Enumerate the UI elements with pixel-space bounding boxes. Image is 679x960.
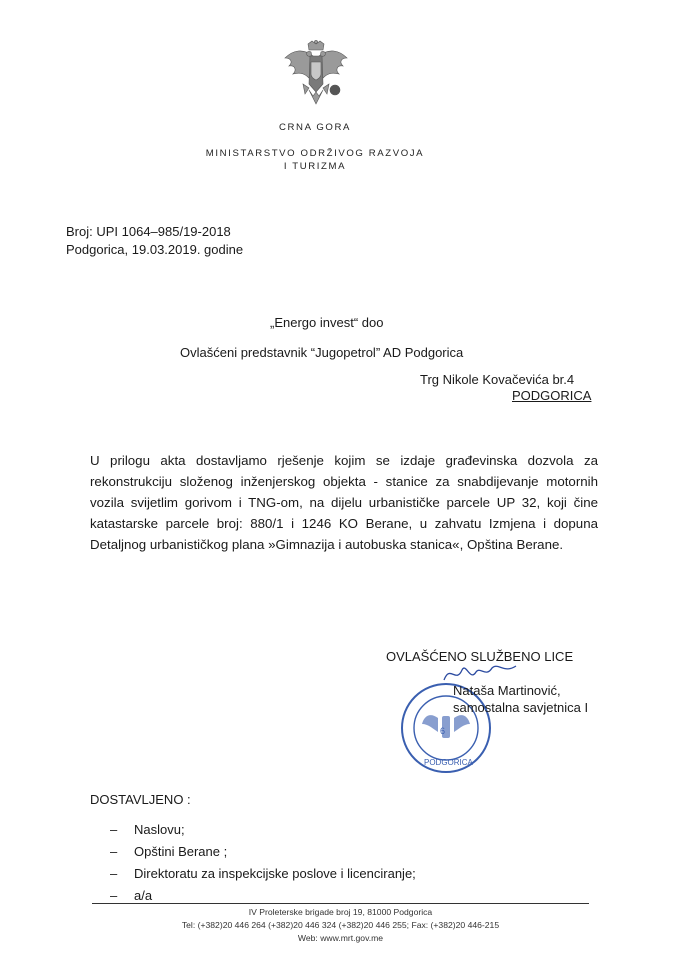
recipient-company: „Energo invest“ doo bbox=[270, 315, 384, 330]
body-paragraph: U prilogu akta dostavljamo rješenje kojim se izdaje građevinska dozvola za rekonstrukciju složenog inženjerskog objekta - stanice za snabdijevanje motornih vozila svijetlim gorivom i TNG-om, na dijelu urbanističke parcele UP 32, koji čine katastarske parcele broj: 880/1 i 1246 KO Berane, u zahvatu Izmjena i dopuna Detaljnog urbanističkog plana »Gimnazija i autobuska stanica«, Opština Berane. bbox=[90, 453, 598, 552]
stamp-number: 6 bbox=[440, 726, 446, 736]
signatory-name: Nataša Martinović, bbox=[453, 683, 561, 698]
list-item: – a/a bbox=[110, 888, 153, 903]
ministry-name-line1: MINISTARSTVO ODRŽIVOG RAZVOJA bbox=[205, 148, 425, 159]
list-item: – Naslovu; bbox=[110, 822, 185, 837]
coat-of-arms-logo bbox=[283, 40, 349, 112]
signature-title: OVLAŠĆENO SLUŽBENO LICE bbox=[386, 649, 574, 664]
footer-address: IV Proleterske brigade broj 19, 81000 Podgorica bbox=[248, 907, 433, 917]
signatory-position: samostalna savjetnica I bbox=[453, 700, 589, 715]
recipient-city: PODGORICA bbox=[512, 388, 592, 403]
country-name: CRNA GORA bbox=[279, 122, 351, 133]
place-date: Podgorica, 19.03.2019. godine bbox=[66, 242, 244, 257]
stamp-place: PODGORICA bbox=[424, 758, 473, 767]
footer-phone: Tel: (+382)20 446 264 (+382)20 446 324 (+382)20 446 255; Fax: (+382)20 446-215 bbox=[181, 920, 500, 930]
list-item: – Opštini Berane ; bbox=[110, 844, 228, 859]
reference-number: Broj: UPI 1064–985/19-2018 bbox=[66, 224, 231, 239]
footer-divider bbox=[92, 903, 589, 904]
list-item: – Direktoratu za inspekcijske poslove i licenciranje; bbox=[110, 866, 416, 881]
recipient-representative: Ovlašćeni predstavnik “Jugopetrol” AD Podgorica bbox=[180, 345, 464, 360]
distribution-list bbox=[110, 822, 416, 910]
recipient-street: Trg Nikole Kovačevića br.4 bbox=[420, 372, 575, 387]
footer-web: Web: www.mrt.gov.me bbox=[297, 933, 384, 943]
distribution-heading: DOSTAVLJENO : bbox=[90, 792, 191, 807]
ministry-name-line2: I TURIZMA bbox=[283, 161, 347, 172]
